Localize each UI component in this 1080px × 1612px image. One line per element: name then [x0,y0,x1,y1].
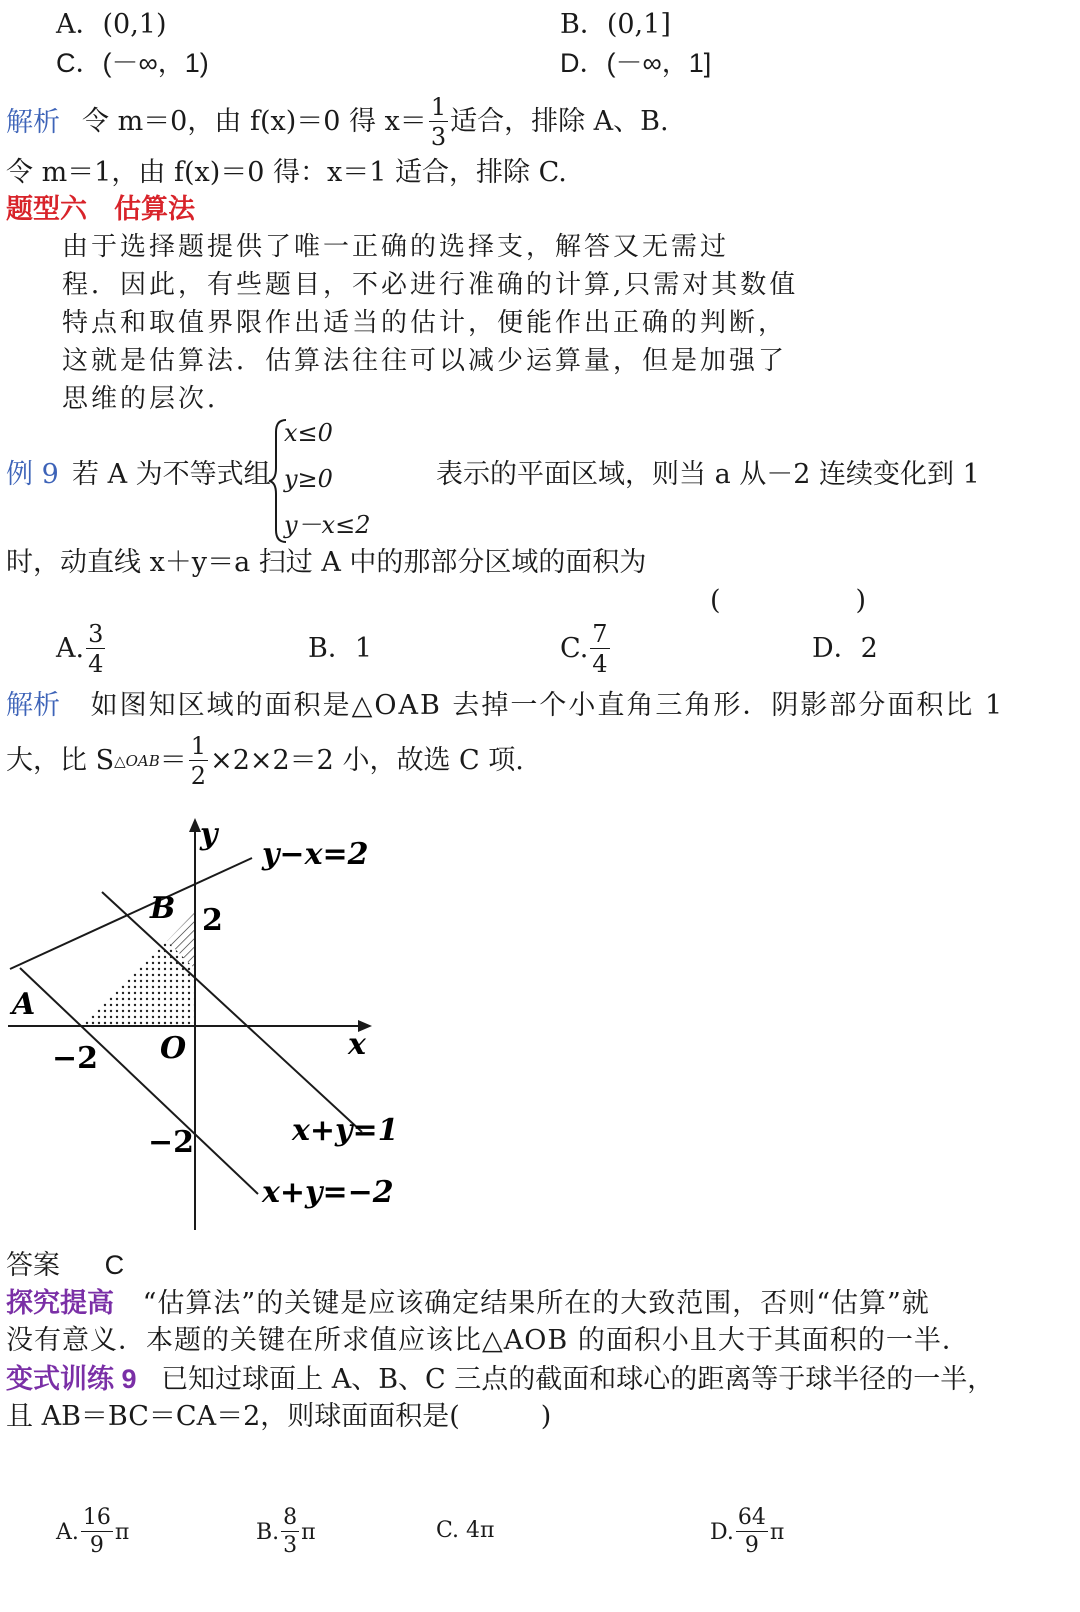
example-9-text-after: 表示的平面区域，则当 a 从－2 连续变化到 1 [436,459,980,490]
axis-x-label: x [348,1027,366,1062]
fraction-denominator: 4 [88,650,104,678]
paragraph-line: 特点和取值界限作出适当的估计，便能作出正确的判断， [62,308,788,338]
variant-9-label: 变式训练 9 [6,1364,137,1394]
variant-option-a-prefix: A. [56,1519,79,1545]
fraction-numerator: 1 [190,732,207,760]
fraction-denominator: 3 [430,123,447,151]
analysis-2-text-c: ×2×2＝2 小，故选 C 项. [210,745,524,776]
example-9-label: 例 9 [6,459,59,490]
fraction-numerator: 64 [737,1505,766,1530]
inequality-2: y≥0 [284,465,333,493]
analysis-1-line1 [6,92,669,152]
analysis-2-line2 [6,730,524,792]
paragraph-line: 思维的层次． [62,384,237,414]
analysis-1-text-after: 适合，排除 A、B. [450,106,669,137]
variant-option-b [256,1500,316,1564]
variant-option-d-prefix: D. [710,1519,734,1545]
option-a-prefix: A. [56,633,85,664]
analysis-2-label: 解析 [6,690,60,720]
analysis-2-line1 [6,688,1004,723]
label-x-plus-y-1: x+y=1 [292,1113,399,1148]
paragraph-line: 这就是估算法．估算法往往可以减少运算量，但是加强了 [62,346,788,376]
label-y-minus-x-2: y−x=2 [262,837,369,872]
inquiry-text-1: “估算法”的关键是应该确定结果所在的大致范围，否则“估算”就 [142,1288,930,1319]
section-paragraph [62,228,832,418]
answer-blank: ( ) [710,585,867,616]
inequality-1: x≤0 [284,419,333,447]
variant-option-a-fraction [81,1507,113,1557]
fraction-denominator: 2 [190,762,207,790]
dotted-region [81,941,195,1026]
paragraph-line: 由于选择题提供了唯一正确的选择支，解答又无需过 [62,232,730,262]
section-title: 题型六 估算法 [6,194,195,224]
fraction-denominator: 9 [89,1533,104,1558]
pi-symbol: π [301,1519,316,1545]
option-c-fraction [590,622,609,676]
inquiry-label: 探究提高 [6,1288,114,1318]
inequality-3: y－x≤2 [284,511,371,539]
point-b-label: B [150,891,176,926]
fraction-numerator: 16 [82,1505,111,1530]
fraction-numerator: 7 [592,620,608,648]
option-c-prefix: C. [560,633,589,664]
label-x-plus-y-minus-2: x+y=−2 [262,1175,394,1210]
analysis-2-fraction [189,734,208,788]
pi-symbol: π [114,1519,130,1545]
fraction-denominator: 3 [283,1533,298,1558]
answer-label: 答案 [6,1250,60,1281]
analysis-2-text: 如图知区域的面积是△OAB 去掉一个小直角三角形．阴影部分面积比 1 [90,690,1005,721]
origin-label: O [160,1031,187,1066]
example-9-line2: 时，动直线 x＋y＝a 扫过 A 中的那部分区域的面积为 [6,547,647,578]
option-b-prev: B．(0,1] [560,9,671,40]
inequality-system [284,410,370,548]
option-c-prev: C．(－∞，1) [56,48,209,78]
option-c [560,618,612,680]
region-figure [0,810,420,1240]
variant-option-c: C. 4π [436,1518,495,1543]
fraction-denominator: 4 [592,650,608,678]
paragraph-line: 程．因此，有些题目，不必进行准确的计算,只需对其数值 [62,270,799,300]
axis-y-label: y [200,817,218,852]
pi-symbol: π [769,1519,785,1545]
inquiry-line2: 没有意义．本题的关键在所求值应该比△AOB 的面积小且大于其面积的一半． [6,1325,970,1356]
option-a [56,618,107,680]
option-d-prev: D．(－∞，1] [560,48,712,78]
answer-line [6,1248,124,1283]
variant-9-line1 [6,1362,994,1397]
variant-option-d [710,1500,784,1564]
point-a-label: A [12,987,36,1022]
option-a-prev: A．(0,1) [56,9,167,40]
analysis-2-text-a: 大，比 S [6,745,115,776]
option-d: D．2 [812,633,878,664]
tick-y-2: 2 [202,903,223,938]
analysis-2-text-b: ＝ [159,745,187,776]
variant-9-text-1: 已知过球面上 A、B、C 三点的截面和球心的距离等于球半径的一半， [161,1364,995,1395]
tick-y-minus-2: −2 [148,1125,195,1160]
inquiry-line1 [6,1286,930,1321]
variant-option-a [56,1500,129,1564]
variant-option-d-fraction [736,1507,768,1557]
variant-9-line2: 且 AB＝BC＝CA＝2，则球面面积是( ) [6,1401,552,1432]
analysis-1-fraction [429,95,448,149]
tick-x-minus-2: −2 [52,1041,99,1076]
variant-option-b-fraction [281,1507,299,1557]
analysis-1-line2: 令 m＝1，由 f(x)＝0 得：x＝1 适合，排除 C. [6,157,567,188]
option-b: B．1 [308,633,373,664]
answer-value: C [104,1250,125,1280]
option-a-fraction [86,622,105,676]
variant-option-b-prefix: B. [256,1519,280,1545]
analysis-1-text-before: 令 m＝0，由 f(x)＝0 得 x＝ [82,106,427,137]
fraction-numerator: 3 [88,620,104,648]
analysis-1-label: 解析 [6,107,60,137]
analysis-2-subscript: △OAB [114,752,160,770]
fraction-numerator: 8 [283,1505,298,1530]
fraction-denominator: 9 [744,1533,759,1558]
example-9-text-before: 若 A 为不等式组 [72,459,271,490]
fraction-numerator: 1 [430,93,447,121]
